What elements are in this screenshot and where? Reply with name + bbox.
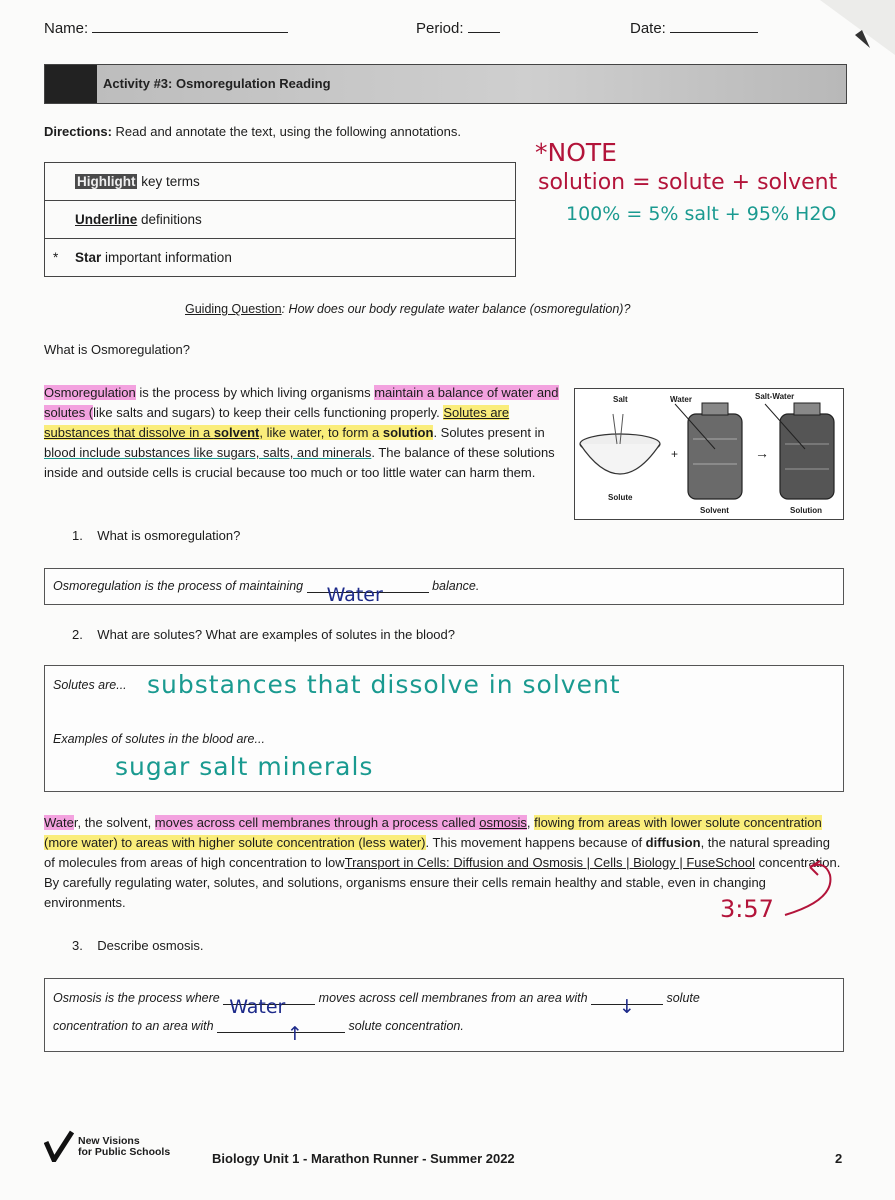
para1-text-e: . The balance of these solutions inside and outside cells is crucial because too much or too little water can harm them. — [44, 445, 555, 480]
directions-label: Directions: — [44, 124, 112, 139]
para1-text-a: is the process by which living organisms — [135, 385, 375, 400]
answer-3-prompt-b: moves across cell membranes from an area with — [315, 991, 591, 1005]
answer-3-blank-b[interactable] — [591, 996, 663, 1018]
answer-1-blank[interactable] — [307, 584, 429, 606]
section-heading: What is Osmoregulation? — [44, 342, 190, 357]
answer-3-prompt-c: solute — [663, 991, 700, 1005]
star-rest: important information — [101, 250, 232, 265]
annotation-row-star — [45, 239, 516, 277]
blood-solutes-underline: blood include substances like sugars, salts, and minerals — [44, 445, 372, 460]
question-2 — [72, 627, 455, 642]
question-1-number: 1. — [72, 528, 83, 543]
guiding-question — [185, 302, 630, 316]
answer-box-3[interactable] — [44, 978, 844, 1052]
solute-label: Solute — [608, 493, 633, 502]
handwritten-note-title: *NOTE — [535, 138, 617, 167]
salt-label: Salt — [613, 395, 628, 404]
answer-1-prompt: Osmoregulation is the process of maintaining — [53, 579, 307, 593]
highlight-moves-across: moves across cell membranes through a process called — [154, 815, 480, 830]
guiding-question-text: : How does our body regulate water balance (osmoregulation)? — [281, 302, 631, 316]
answer-1-line — [53, 579, 480, 606]
date-blank[interactable] — [670, 32, 758, 33]
osmoregulation-paragraph — [44, 383, 566, 483]
star-word: Star — [75, 250, 102, 265]
org-name-line-1: New Visions — [78, 1135, 140, 1147]
para2-text-c: . This movement happens because of — [425, 835, 646, 850]
activity-banner — [44, 64, 847, 104]
highlight-rest: key terms — [137, 174, 200, 189]
para1-text-b: like salts and sugars) to keep their cells functioning properly. — [93, 405, 444, 420]
guiding-question-label: Guiding Question — [185, 302, 282, 316]
name-field[interactable] — [44, 20, 288, 37]
para1-text-d: . Solutes present in — [433, 425, 545, 440]
star-icon: * — [53, 250, 59, 265]
question-3 — [72, 938, 204, 953]
period-field[interactable] — [416, 20, 500, 37]
folded-corner-icon — [800, 0, 895, 60]
answer-box-2[interactable] — [44, 665, 844, 792]
solutes-prompt: Solutes are... — [53, 678, 127, 692]
annotation-row-highlight — [45, 163, 516, 201]
solutes-answer-handwritten: substances that dissolve in solvent — [147, 670, 621, 699]
question-3-text: Describe osmosis. — [97, 938, 204, 953]
question-3-number: 3. — [72, 938, 83, 953]
solution-label: Solution — [790, 506, 822, 515]
annotation-row-underline — [45, 201, 516, 239]
answer-3-line-2 — [53, 1019, 464, 1045]
examples-prompt: Examples of solutes in the blood are... — [53, 732, 265, 746]
highlight-balance: maintain a balance of water and solutes ( — [44, 385, 559, 420]
new-visions-logo-icon — [44, 1130, 74, 1162]
highlight-word: Highlight — [77, 174, 136, 189]
para1-text-c: , like water, to form a — [259, 425, 383, 440]
saltwater-label: Salt-Water — [755, 392, 795, 401]
answer-3c-handwritten: ↑ — [287, 1023, 303, 1045]
arrow-right-icon: → — [755, 445, 769, 461]
org-name-line-2: for Public Schools — [78, 1146, 171, 1158]
plus-icon: + — [671, 447, 679, 461]
para2-text-a: r, the solvent, — [73, 815, 155, 830]
date-label: Date: — [630, 20, 666, 37]
underline-rest: definitions — [137, 212, 202, 227]
name-label: Name: — [44, 20, 89, 37]
solution-illustration — [574, 388, 844, 520]
answer-3b-handwritten: ↓ — [619, 996, 635, 1018]
footer-course: Biology Unit 1 - Marathon Runner - Summer 2022 — [212, 1151, 515, 1166]
term-diffusion: diffusion — [645, 835, 701, 850]
definition-solutes: Solutes are substances that dissolve in a — [44, 405, 510, 440]
water-label: Water — [670, 395, 692, 404]
period-blank[interactable] — [468, 32, 500, 33]
term-osmoregulation: Osmoregulation — [44, 385, 136, 400]
name-blank[interactable] — [92, 32, 288, 33]
term-solvent: solvent — [213, 425, 260, 440]
org-name — [78, 1136, 170, 1158]
answer-3-blank-a[interactable] — [223, 996, 315, 1018]
question-1-text: What is osmoregulation? — [97, 528, 241, 543]
directions-text: Read and annotate the text, using the following annotations. — [111, 124, 461, 139]
answer-3-prompt-d: concentration to an area with — [53, 1019, 217, 1033]
activity-title: Activity #3: Osmoregulation Reading — [103, 76, 331, 91]
answer-3-line-1 — [53, 991, 700, 1018]
term-osmosis: osmosis — [479, 815, 527, 830]
page-number: 2 — [835, 1151, 843, 1166]
highlight-water: Wate — [44, 815, 74, 830]
answer-1-suffix: balance. — [428, 579, 480, 593]
para2-text-e: concentration. By carefully regulating water, solutes, and solutions, organisms ensure their cells remain healthy and stable, even in changing environments. — [44, 855, 841, 910]
question-2-text: What are solutes? What are examples of solutes in the blood? — [97, 627, 455, 642]
handwritten-note-solution: solution = solute + solvent — [538, 170, 838, 195]
period-label: Period: — [416, 20, 464, 37]
video-time-note: 3:57 — [720, 895, 774, 923]
para2-text-d: , the natural spreading of molecules from areas of high concentration to low — [44, 835, 830, 870]
annotation-key-table — [44, 162, 516, 277]
curved-arrow-icon — [780, 855, 840, 920]
answer-3-prompt-e: solute concentration. — [345, 1019, 464, 1033]
video-link[interactable]: Transport in Cells: Diffusion and Osmosis | Cells | Biology | FuseSchool — [344, 855, 756, 870]
question-2-number: 2. — [72, 627, 83, 642]
solvent-label: Solvent — [700, 506, 729, 515]
answer-box-1[interactable] — [44, 568, 844, 605]
question-1 — [72, 528, 240, 543]
handwritten-note-percent: 100% = 5% salt + 95% H2O — [566, 203, 837, 225]
para2-text-b: , — [526, 815, 535, 830]
term-solution: solution — [382, 425, 434, 440]
underline-word: Underline — [75, 212, 138, 227]
examples-answer-handwritten: sugar salt minerals — [115, 752, 374, 781]
directions — [44, 124, 461, 139]
answer-3a-handwritten: Water — [229, 996, 286, 1018]
date-field[interactable] — [630, 20, 758, 37]
answer-3-prompt-a: Osmosis is the process where — [53, 991, 224, 1005]
highlight-flowing: flowing from areas with lower solute concentration (more water) to areas with higher solute concentration (less water) — [44, 815, 822, 850]
answer-3-blank-c[interactable] — [217, 1023, 345, 1045]
answer-1-handwritten: Water — [326, 584, 383, 606]
